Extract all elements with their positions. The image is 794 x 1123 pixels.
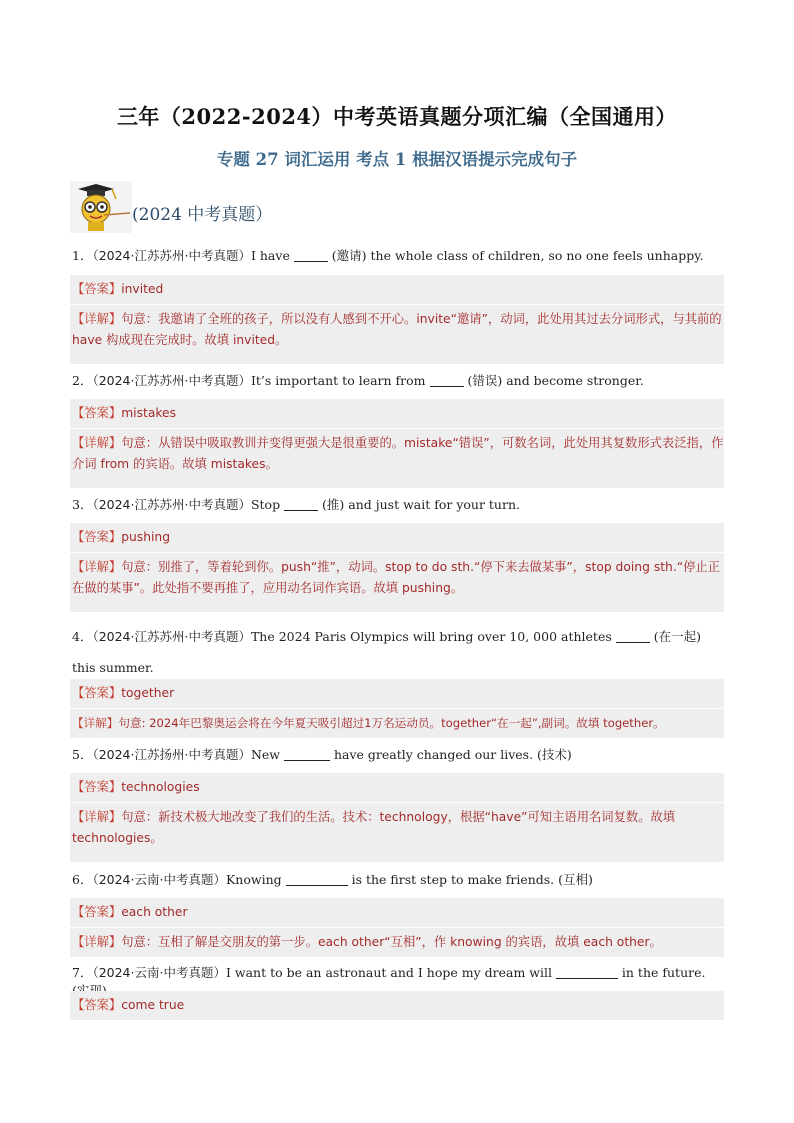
answer-band: 【答案】technologies [70, 773, 724, 802]
answer-blank [284, 747, 330, 761]
question-2: 2．（2024·江苏苏州·中考真题）It’s important to learn from (错误) and become stronger. [72, 373, 644, 388]
question-5: 5．（2024·江苏扬州·中考真题）New have greatly changed our lives. (技术) [72, 747, 572, 762]
detail-band: 【详解】句意：我邀请了全班的孩子，所以没有人感到不开心。invite“邀请”，动词，此处用其过去分词形式，与其前的 have 构成现在完成时。故填 invited。 [70, 305, 724, 364]
answer-band: 【答案】invited [70, 275, 724, 304]
detail-band: 【详解】句意：从错误中吸取教训并变得更强大是很重要的。mistake“错误”，可数名词，此处用其复数形式表泛指，作介词 from 的宾语。故填 mistakes。 [70, 429, 724, 488]
answer-band: 【答案】come true [70, 991, 724, 1020]
answer-blank [284, 497, 318, 511]
detail-band: 【详解】句意：别推了，等着轮到你。push“推”，动词。stop to do sth.“停下来去做某事”，stop doing sth.“停止正在做的某事”。此处指不要再推了，应用动名词作宾语。故填 pushing。 [70, 553, 724, 612]
section-heading: (2024 中考真题） [132, 205, 273, 225]
answer-blank [294, 248, 328, 262]
detail-band: 【详解】句意：新技术极大地改变了我们的生活。技术：technology，根据“have”可知主语用名词复数。故填 technologies。 [70, 803, 724, 862]
mascot-icon [70, 181, 132, 233]
question-6: 6．（2024·云南·中考真题）Knowing is the first step to make friends. (互相) [72, 872, 593, 887]
topic-subtitle: 专题 27 词汇运用 考点 1 根据汉语提示完成句子 [216, 150, 578, 169]
answer-blank [616, 629, 650, 643]
answer-band: 【答案】each other [70, 898, 724, 927]
answer-blank [430, 373, 464, 387]
answer-blank [286, 872, 348, 886]
answer-band: 【答案】together [70, 679, 724, 708]
detail-band: 【详解】句意: 2024年巴黎奥运会将在今年夏天吸引超过1万名运动员。together“在一起”,副词。故填 together。 [70, 709, 724, 738]
document-title: 三年（2022-2024）中考英语真题分项汇编（全国通用） [116, 104, 678, 129]
detail-band: 【详解】句意：互相了解是交朋友的第一步。each other“互相”，作 knowing 的宾语，故填 each other。 [70, 928, 724, 957]
question-4: 4．（2024·江苏苏州·中考真题）The 2024 Paris Olympics will bring over 10, 000 athletes (在一起) this summer. [72, 629, 701, 675]
question-1: 1．（2024·江苏苏州·中考真题）I have (邀请) the whole class of children, so no one feels unhappy. [72, 248, 704, 263]
question-7: 7．（2024·云南·中考真题）I want to be an astronaut and I hope my dream will in the future. [72, 965, 706, 980]
question-3: 3．（2024·江苏苏州·中考真题）Stop (推) and just wait for your turn. [72, 497, 520, 512]
answer-blank [556, 965, 618, 979]
answer-band: 【答案】pushing [70, 523, 724, 552]
answer-band: 【答案】mistakes [70, 399, 724, 428]
